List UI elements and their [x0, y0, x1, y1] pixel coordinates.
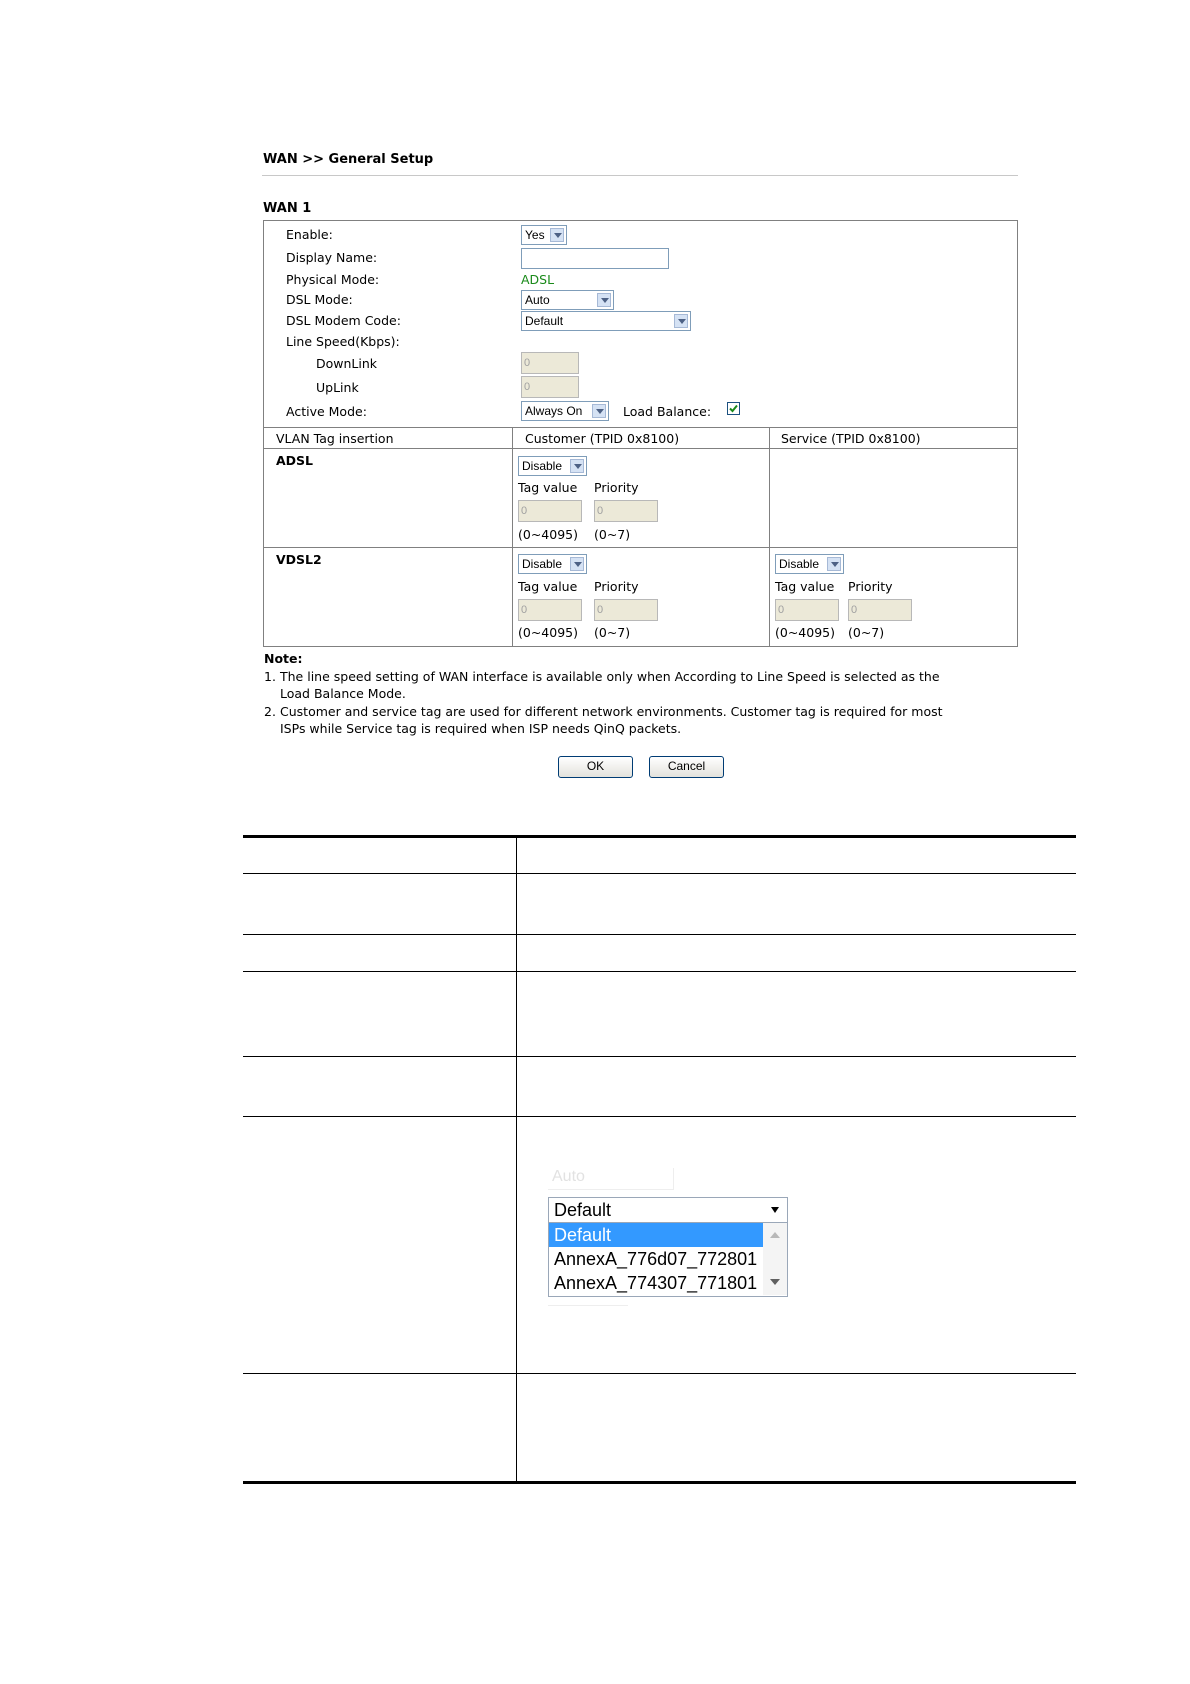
dropdown-scrollbar[interactable]	[763, 1223, 787, 1295]
table-row-divider	[243, 1056, 1076, 1057]
active-mode-label: Active Mode:	[286, 404, 367, 419]
uplink-input[interactable]: 0	[521, 376, 579, 398]
note-item1-number: 1.	[264, 669, 276, 684]
dropdown-selected-text: Default	[554, 1200, 612, 1220]
vdsl-customer-tag-select[interactable]	[518, 554, 587, 574]
vdsl-customer-priority-label: Priority	[594, 579, 639, 594]
table-column-divider	[516, 836, 517, 1482]
line-speed-label: Line Speed(Kbps):	[286, 334, 400, 349]
vdsl-service-priority-label: Priority	[848, 579, 893, 594]
adsl-priority-label: Priority	[594, 480, 639, 495]
scroll-up-icon[interactable]	[770, 1232, 780, 1238]
modem-code-dropdown-closed[interactable]	[548, 1197, 788, 1223]
scroll-down-icon[interactable]	[770, 1279, 780, 1285]
physical-mode-label: Physical Mode:	[286, 272, 380, 287]
wan-section-title: WAN 1	[263, 201, 312, 216]
modem-code-label: DSL Modem Code:	[286, 313, 401, 328]
vdsl-service-priority-input[interactable]: 0	[848, 599, 912, 621]
header-divider	[262, 175, 1018, 176]
note-item2-line1: Customer and service tag are used for different network environments. Customer tag is required for most	[280, 704, 943, 719]
dropdown-option-label: AnnexA_774307_771801	[554, 1273, 758, 1293]
vdsl-customer-priority-input[interactable]: 0	[594, 599, 658, 621]
chevron-down-icon	[570, 459, 584, 473]
adsl-label: ADSL	[276, 453, 314, 468]
load-balance-label: Load Balance:	[623, 404, 712, 419]
display-name-input[interactable]	[521, 248, 669, 269]
adsl-row-col3	[769, 448, 1018, 548]
note-item2-line2: ISPs while Service tag is required when ISP needs QinQ packets.	[280, 721, 682, 736]
chevron-down-icon	[550, 228, 564, 242]
ok-button[interactable]: OK	[558, 756, 633, 778]
load-balance-checkbox[interactable]	[727, 402, 740, 415]
faded-element-below	[548, 1297, 628, 1306]
vdsl-service-tag-select[interactable]	[775, 554, 844, 574]
chevron-down-icon	[592, 404, 606, 418]
vdsl-service-tag-range: (0~4095)	[775, 625, 835, 640]
dsl-mode-select[interactable]	[521, 290, 614, 310]
modem-code-select-value: Default	[525, 314, 564, 328]
active-mode-select[interactable]	[521, 401, 609, 421]
modem-code-select[interactable]	[521, 311, 691, 331]
table-row-divider	[243, 1116, 1076, 1117]
adsl-tag-value-label: Tag value	[518, 480, 578, 495]
table-top-border	[243, 835, 1076, 838]
dropdown-option[interactable]	[549, 1223, 763, 1247]
adsl-priority-range: (0~7)	[594, 527, 631, 542]
adsl-customer-tag-select[interactable]	[518, 456, 587, 476]
note-item2-number: 2.	[264, 704, 276, 719]
vdsl-customer-tag-value-input[interactable]: 0	[518, 599, 582, 621]
vdsl-service-tag-value-input[interactable]: 0	[775, 599, 839, 621]
chevron-down-icon	[597, 293, 611, 307]
adsl-priority-input[interactable]: 0	[594, 500, 658, 522]
enable-label: Enable:	[286, 227, 333, 242]
enable-select[interactable]	[521, 225, 567, 245]
faded-auto-select	[548, 1168, 674, 1190]
table-row-divider	[243, 971, 1076, 972]
table-bottom-border	[243, 1481, 1076, 1484]
dropdown-option[interactable]	[549, 1247, 763, 1271]
dsl-mode-label: DSL Mode:	[286, 292, 353, 307]
dropdown-option[interactable]	[549, 1271, 763, 1295]
dropdown-option-label: Default	[554, 1225, 612, 1245]
chevron-down-icon	[570, 557, 584, 571]
chevron-down-icon	[674, 314, 688, 328]
dsl-mode-select-value: Auto	[525, 293, 550, 307]
modem-code-dropdown-list	[548, 1223, 788, 1297]
downlink-input[interactable]: 0	[521, 352, 579, 374]
vdsl-service-tag-value-label: Tag value	[775, 579, 835, 594]
adsl-customer-select-value: Disable	[522, 459, 563, 473]
active-mode-select-value: Always On	[525, 404, 583, 418]
note-title: Note:	[264, 651, 303, 666]
vlan-header-label-3: Service (TPID 0x8100)	[781, 431, 921, 446]
table-row-divider	[243, 934, 1076, 935]
table-row-divider	[243, 873, 1076, 874]
adsl-tag-range: (0~4095)	[518, 527, 578, 542]
table-row-divider	[243, 1373, 1076, 1374]
physical-mode-value: ADSL	[521, 272, 555, 287]
enable-select-value: Yes	[525, 228, 545, 242]
dropdown-option-label: AnnexA_776d07_772801	[554, 1249, 758, 1269]
vdsl-customer-tag-range: (0~4095)	[518, 625, 578, 640]
display-name-label: Display Name:	[286, 250, 378, 265]
vdsl-service-select-value: Disable	[779, 557, 820, 571]
vlan-header-label-1: VLAN Tag insertion	[276, 431, 394, 446]
vlan-header-label-2: Customer (TPID 0x8100)	[525, 431, 680, 446]
downlink-label: DownLink	[316, 356, 378, 371]
checkmark-icon	[728, 403, 739, 414]
vdsl-customer-select-value: Disable	[522, 557, 563, 571]
vdsl-customer-tag-value-label: Tag value	[518, 579, 578, 594]
cancel-button[interactable]: Cancel	[649, 756, 724, 778]
vdsl-customer-priority-range: (0~7)	[594, 625, 631, 640]
chevron-down-icon	[827, 557, 841, 571]
note-item1-line2: Load Balance Mode.	[280, 686, 406, 701]
uplink-label: UpLink	[316, 380, 359, 395]
adsl-tag-value-input[interactable]: 0	[518, 500, 582, 522]
breadcrumb: WAN >> General Setup	[263, 152, 434, 167]
faded-auto-text: Auto	[552, 1168, 585, 1185]
vdsl-service-priority-range: (0~7)	[848, 625, 885, 640]
caret-down-icon	[771, 1207, 779, 1213]
vdsl-label: VDSL2	[276, 552, 322, 567]
note-item1-line1: The line speed setting of WAN interface is available only when According to Line Speed is selected as the	[280, 669, 940, 684]
